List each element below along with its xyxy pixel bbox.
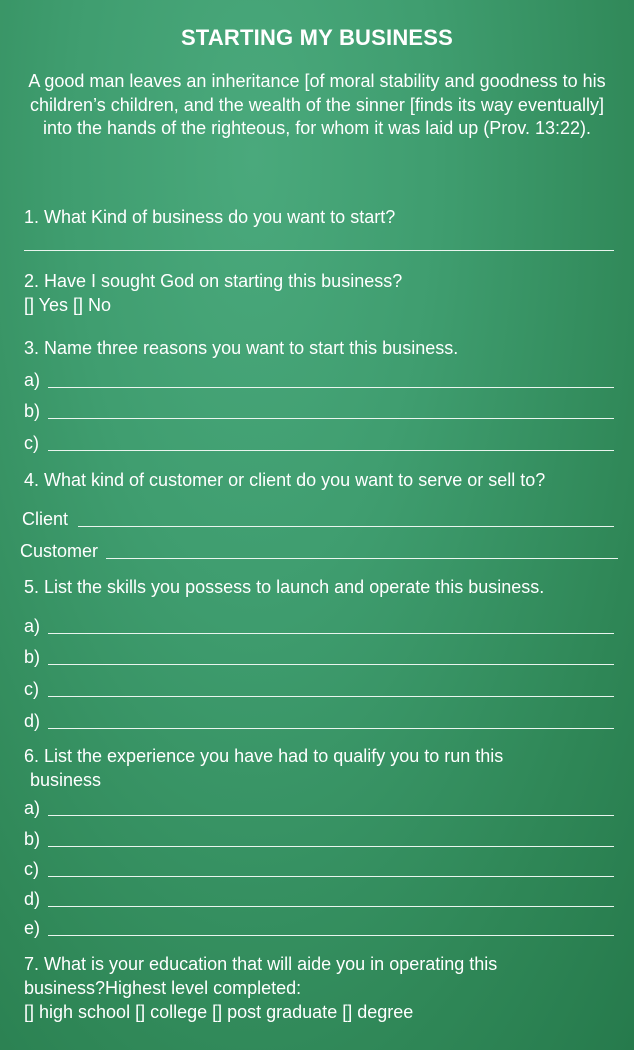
page-title: STARTING MY BUSINESS: [180, 25, 454, 50]
answer-label: a): [24, 798, 41, 818]
education-checkboxes[interactable]: [] high school [] college [] post graduate [] degree: [24, 1002, 414, 1022]
answer-label: b): [24, 829, 41, 849]
answer-label: d): [24, 889, 41, 909]
answer-line-q5-d[interactable]: [48, 728, 614, 729]
answer-line-q3-a[interactable]: [48, 387, 614, 388]
client-label: Client: [22, 509, 69, 529]
answer-line-q3-b[interactable]: [48, 418, 614, 419]
answer-line-q5-a[interactable]: [48, 633, 614, 634]
answer-line-customer[interactable]: [106, 558, 618, 559]
customer-label: Customer: [20, 541, 99, 561]
question-6-continued: business: [30, 770, 102, 790]
answer-label: b): [24, 647, 41, 667]
answer-line-q6-d[interactable]: [48, 906, 614, 907]
answer-label: a): [24, 616, 41, 636]
answer-line-q6-b[interactable]: [48, 846, 614, 847]
answer-line-q6-e[interactable]: [48, 935, 614, 936]
question-3: 3. Name three reasons you want to start this business.: [24, 338, 459, 358]
question-2: 2. Have I sought God on starting this business?: [24, 271, 403, 291]
answer-line-client[interactable]: [78, 526, 614, 527]
answer-label: d): [24, 711, 41, 731]
intro-scripture: A good man leaves an inheritance [of moral stability and goodness to his children’s children, and the wealth of the sinner [finds its way eventually] into the hands of the righteous, for whom it was laid up (Prov. 13:22).: [28, 71, 606, 138]
question-6: 6. List the experience you have had to qualify you to run this: [24, 746, 504, 766]
question-4: 4. What kind of customer or client do you want to serve or sell to?: [24, 470, 546, 490]
answer-label: a): [24, 370, 41, 390]
answer-line-q3-c[interactable]: [48, 450, 614, 451]
question-1: 1. What Kind of business do you want to start?: [24, 207, 396, 227]
question-5: 5. List the skills you possess to launch and operate this business.: [24, 577, 545, 597]
answer-line-q5-b[interactable]: [48, 664, 614, 665]
question-7-continued: business?Highest level completed:: [24, 978, 302, 998]
answer-label: b): [24, 401, 41, 421]
answer-line-q5-c[interactable]: [48, 696, 614, 697]
answer-line-q6-c[interactable]: [48, 876, 614, 877]
answer-label: c): [24, 679, 39, 699]
question-7: 7. What is your education that will aide you in operating this: [24, 954, 498, 974]
answer-label: c): [24, 859, 39, 879]
yes-no-checkboxes[interactable]: [] Yes [] No: [24, 295, 112, 315]
answer-label: c): [24, 433, 39, 453]
answer-line-q6-a[interactable]: [48, 815, 614, 816]
answer-line-q1[interactable]: [24, 250, 614, 251]
answer-label: e): [24, 918, 41, 938]
